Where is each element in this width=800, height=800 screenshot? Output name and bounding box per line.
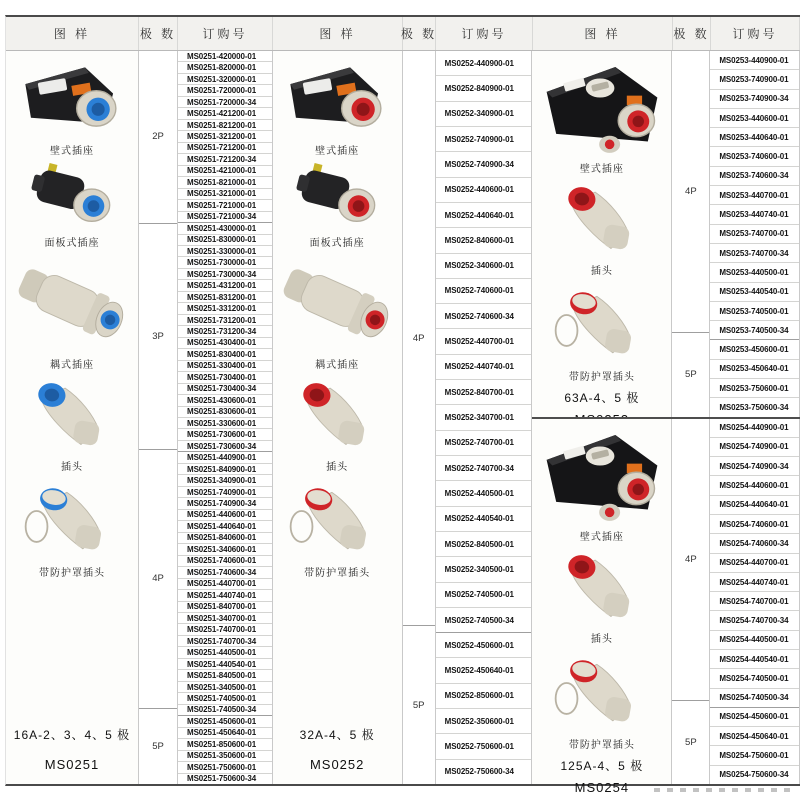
ms0252-coupler-socket-figure — [280, 255, 394, 377]
order-number-cell: MS0251-750600-01 — [178, 762, 272, 773]
order-number-cell: MS0251-340600-01 — [178, 544, 272, 555]
order-number-cell: MS0251-830000-01 — [178, 235, 272, 246]
pole-count-cell — [139, 709, 177, 784]
order-number-cell: MS0252-450640-01 — [436, 658, 532, 683]
orders-column — [436, 51, 533, 784]
order-number-cell: MS0251-440740-01 — [178, 590, 272, 601]
pole-count-label: 4P — [412, 332, 425, 344]
wall-socket-image — [16, 59, 128, 141]
order-number-cell: MS0254-440600-01 — [710, 476, 799, 495]
order-number-cell: MS0253-450640-01 — [710, 360, 799, 379]
order-number-cell: MS0252-740600-01 — [436, 279, 532, 304]
order-number-cell: MS0251-840500-01 — [178, 670, 272, 681]
poles-column — [139, 51, 178, 784]
rating-label: 125A-4、5 极 — [560, 758, 644, 773]
order-number-cell: MS0252-440700-01 — [436, 329, 532, 354]
order-number-cell: MS0254-740700-01 — [710, 592, 799, 611]
order-number-cell: MS0254-450640-01 — [710, 727, 799, 746]
order-number-cell: MS0251-440640-01 — [178, 521, 272, 532]
order-number-cell: MS0251-740700-34 — [178, 636, 272, 647]
order-number-cell: MS0252-840900-01 — [436, 76, 532, 101]
pole-count-label: 4P — [685, 186, 697, 198]
order-number-cell: MS0254-740900-34 — [710, 457, 799, 476]
order-number-cell: MS0254-750600-01 — [710, 746, 799, 765]
pole-count-cell — [672, 51, 709, 333]
order-number-cell: MS0252-740600-34 — [436, 304, 532, 329]
product-caption: 带防护罩插头 — [39, 568, 105, 579]
product-caption: 壁式插座 — [50, 146, 94, 157]
order-number-cell: MS0254-440740-01 — [710, 573, 799, 592]
order-number-cell: MS0254-740600-34 — [710, 534, 799, 553]
product-caption: 插头 — [326, 462, 349, 473]
order-number-cell: MS0252-350600-01 — [436, 709, 532, 734]
order-number-cell: MS0251-740600-01 — [178, 556, 272, 567]
coupler-socket-image — [15, 255, 129, 355]
pole-count-cell — [672, 419, 709, 701]
pole-count-cell — [672, 701, 709, 784]
order-number-cell: MS0251-740700-01 — [178, 624, 272, 635]
product-caption: 面板式插座 — [309, 238, 365, 249]
order-number-cell: MS0251-720000-01 — [178, 85, 272, 96]
pole-count-label: 2P — [152, 131, 164, 143]
order-number-cell: MS0254-450600-01 — [710, 708, 799, 727]
order-number-cell: MS0251-721000-34 — [187, 212, 257, 222]
ms0251-covered-plug-figure — [22, 479, 122, 585]
order-number-cell: MS0251-430000-01 — [178, 223, 272, 234]
order-number-cell: MS0251-830400-01 — [178, 349, 272, 360]
order-number-cell: MS0251-840600-01 — [178, 533, 272, 544]
covered-plug-image — [552, 651, 652, 735]
order-number-cell: MS0253-440640-01 — [710, 128, 799, 147]
poles-column — [403, 51, 436, 784]
order-section-2p — [178, 51, 272, 223]
order-number-cell: MS0252-440600-01 — [436, 178, 532, 203]
coupler-socket-image — [280, 255, 394, 355]
pole-count-label: 4P — [152, 573, 164, 585]
order-number-cell: MS0252-840600-01 — [436, 228, 532, 253]
order-number-cell: MS0254-440640-01 — [710, 496, 799, 515]
order-number-cell: MS0251-720000-34 — [178, 97, 272, 108]
ms0252-covered-plug-figure — [287, 479, 387, 585]
product-caption: 带防护罩插头 — [568, 739, 635, 751]
order-number-cell: MS0251-730000-34 — [178, 269, 272, 280]
order-number-cell: MS0254-440900-01 — [710, 419, 799, 438]
order-number-cell: MS0251-350600-01 — [178, 751, 272, 762]
ms0252-plug-figure — [287, 377, 387, 479]
header-order-col-2: 订购号 — [436, 17, 533, 50]
order-number-cell: MS0251-340700-01 — [178, 613, 272, 624]
order-number-cell: MS0252-440740-01 — [436, 355, 532, 380]
order-number-cell: MS0253-440500-01 — [710, 263, 799, 282]
order-number-cell: MS0251-730400-34 — [178, 384, 272, 395]
model-block-ms0252 — [273, 51, 533, 784]
pole-count-label: 5P — [685, 369, 697, 381]
order-number-cell: MS0253-740500-01 — [710, 302, 799, 321]
order-number-cell: MS0254-740500-01 — [710, 669, 799, 688]
order-number-cell: MS0251-730000-01 — [178, 257, 272, 268]
column-group-2 — [273, 51, 533, 784]
order-number-cell: MS0251-730600-01 — [178, 429, 272, 440]
order-number-cell: MS0252-440900-01 — [436, 51, 532, 76]
order-number-cell: MS0251-740500-01 — [178, 693, 272, 704]
image-column — [6, 51, 139, 784]
order-number-cell: MS0251-330600-01 — [178, 418, 272, 429]
pole-count-label: 5P — [412, 699, 425, 711]
order-section-4p — [710, 51, 799, 340]
plug-image — [22, 377, 122, 457]
covered-plug-image — [22, 479, 122, 563]
order-number-cell: MS0252-840500-01 — [436, 532, 532, 557]
wall-socket-switch-image — [539, 427, 665, 527]
order-number-cell: MS0253-740700-01 — [710, 225, 799, 244]
plug-image — [552, 181, 652, 261]
header-poles-col-1: 极 数 — [139, 17, 178, 50]
order-number-cell: MS0251-740900-34 — [178, 498, 272, 509]
order-number-cell: MS0254-440540-01 — [710, 650, 799, 669]
order-number-cell: MS0251-421200-01 — [178, 108, 272, 119]
order-number-cell: MS0251-440500-01 — [178, 647, 272, 658]
order-number-cell: MS0251-340500-01 — [178, 682, 272, 693]
order-number-cell: MS0251-321000-01 — [178, 189, 272, 200]
order-number-cell: MS0251-731200-34 — [178, 326, 272, 337]
order-number-cell: MS0252-740900-34 — [436, 152, 532, 177]
plug-image — [552, 549, 652, 629]
order-number-cell: MS0253-450600-01 — [710, 340, 799, 359]
order-number-cell: MS0251-740900-01 — [178, 487, 272, 498]
product-caption: 面板式插座 — [44, 238, 100, 249]
order-number-cell: MS0253-440600-01 — [710, 109, 799, 128]
ms0254-covered-plug-figure — [552, 651, 652, 757]
order-number-cell: MS0251-820000-01 — [178, 62, 272, 73]
ms0253-covered-plug-figure — [552, 283, 652, 389]
ms0253-wall-socket-switch-figure — [539, 59, 665, 181]
order-number-cell: MS0253-750600-34 — [719, 402, 789, 412]
order-section-3p — [178, 223, 272, 452]
product-catalog-table — [5, 15, 800, 795]
poles-column — [672, 419, 710, 785]
order-section-5p — [710, 340, 799, 416]
image-column — [532, 419, 672, 795]
order-section-4p — [178, 452, 272, 716]
order-number-cell: MS0254-440500-01 — [710, 631, 799, 650]
column-group-3 — [532, 51, 800, 795]
order-number-cell: MS0253-440700-01 — [710, 186, 799, 205]
order-number-cell: MS0251-420000-01 — [178, 51, 272, 62]
order-number-cell: MS0252-750600-01 — [436, 734, 532, 759]
product-caption: 壁式插座 — [315, 146, 360, 157]
order-number-cell: MS0251-750600-34 — [187, 774, 257, 784]
order-number-cell: MS0252-850600-01 — [436, 684, 532, 709]
order-number-cell: MS0252-840700-01 — [436, 380, 532, 405]
wall-socket-switch-image — [539, 59, 665, 159]
pole-count-label: 4P — [685, 553, 697, 565]
ms0252-wall-socket-figure — [281, 59, 393, 163]
order-section-5p — [710, 708, 799, 784]
pole-count-label: 5P — [152, 740, 164, 752]
panel-socket-image — [18, 163, 126, 233]
order-number-cell: MS0252-340500-01 — [436, 557, 532, 582]
order-number-cell: MS0251-421000-01 — [178, 166, 272, 177]
order-number-cell: MS0253-440900-01 — [710, 51, 799, 70]
model-block-ms0253 — [532, 51, 800, 417]
order-number-cell: MS0251-431200-01 — [178, 280, 272, 291]
orders-column — [178, 51, 273, 784]
order-number-cell: MS0253-750600-01 — [710, 379, 799, 398]
order-section-4p — [436, 51, 532, 633]
order-number-cell: MS0251-821000-01 — [178, 177, 272, 188]
header-image-col-2: 图 样 — [273, 17, 403, 50]
plug-image — [287, 377, 387, 457]
order-number-cell: MS0254-740600-01 — [710, 515, 799, 534]
order-number-cell: MS0251-721000-01 — [178, 200, 272, 211]
order-number-cell: MS0251-340900-01 — [178, 475, 272, 486]
order-number-cell: MS0251-440700-01 — [178, 579, 272, 590]
pole-count-cell — [139, 51, 177, 224]
pole-count-cell — [139, 224, 177, 450]
ms0251-plug-figure — [22, 377, 122, 479]
table-body — [6, 51, 800, 795]
product-caption: 带防护罩插头 — [568, 372, 635, 383]
pole-count-label: 3P — [152, 330, 164, 342]
model-number-label: MS0251 — [44, 757, 100, 772]
order-number-cell: MS0253-440540-01 — [710, 283, 799, 302]
model-number-label: MS0254 — [574, 779, 630, 795]
product-caption: 插头 — [61, 462, 83, 473]
header-image-col-1: 图 样 — [6, 17, 139, 50]
order-number-cell: MS0254-740500-34 — [719, 693, 789, 703]
order-section-5p — [436, 633, 532, 784]
order-number-cell: MS0252-440540-01 — [436, 507, 532, 532]
order-number-cell: MS0251-721200-01 — [178, 143, 272, 154]
pole-count-label: 5P — [685, 736, 697, 748]
order-number-cell: MS0251-320000-01 — [178, 74, 272, 85]
product-caption: 插头 — [590, 266, 613, 277]
order-number-cell: MS0253-740600-01 — [710, 147, 799, 166]
pole-count-cell — [672, 333, 709, 416]
order-number-cell: MS0253-740600-34 — [710, 167, 799, 186]
order-number-cell: MS0251-740600-34 — [178, 567, 272, 578]
order-number-cell: MS0251-331200-01 — [178, 303, 272, 314]
order-number-cell: MS0253-440740-01 — [710, 205, 799, 224]
order-number-cell: MS0251-430400-01 — [178, 338, 272, 349]
order-number-cell: MS0251-440540-01 — [178, 659, 272, 670]
order-number-cell: MS0252-750600-34 — [444, 767, 514, 777]
product-caption: 耦式插座 — [315, 360, 360, 371]
order-number-cell: MS0254-740900-01 — [710, 438, 799, 457]
order-number-cell: MS0253-740900-01 — [710, 70, 799, 89]
orders-column — [710, 51, 800, 417]
column-group-1 — [6, 51, 273, 784]
order-number-cell: MS0252-740900-01 — [436, 127, 532, 152]
header-image-col-3: 图 样 — [533, 17, 673, 50]
product-caption: 带防护罩插头 — [304, 568, 371, 579]
order-number-cell: MS0252-340900-01 — [436, 102, 532, 127]
order-number-cell: MS0251-840900-01 — [178, 464, 272, 475]
header-order-col-1: 订购号 — [178, 17, 273, 50]
order-number-cell: MS0251-831200-01 — [178, 292, 272, 303]
order-number-cell: MS0251-730600-34 — [187, 441, 257, 451]
order-number-cell: MS0251-330400-01 — [178, 361, 272, 372]
rating-label: 32A-4、5 极 — [299, 728, 375, 742]
order-number-cell: MS0251-840700-01 — [178, 602, 272, 613]
ms0251-wall-socket-figure — [16, 59, 128, 163]
orders-column — [710, 419, 800, 785]
header-poles-col-2: 极 数 — [403, 17, 436, 50]
order-number-cell: MS0251-321200-01 — [178, 131, 272, 142]
order-number-cell: MS0253-740500-34 — [719, 325, 789, 335]
model-block-ms0254 — [532, 417, 800, 795]
header-order-col-3: 订购号 — [711, 17, 800, 50]
order-number-cell: MS0251-830600-01 — [178, 407, 272, 418]
covered-plug-image — [287, 479, 387, 563]
image-column — [532, 51, 672, 417]
order-number-cell: MS0254-750600-34 — [719, 770, 789, 780]
order-number-cell: MS0253-740900-34 — [710, 90, 799, 109]
order-number-cell: MS0251-330000-01 — [178, 246, 272, 257]
order-number-cell: MS0251-430600-01 — [178, 395, 272, 406]
order-number-cell: MS0253-740700-34 — [710, 244, 799, 263]
order-number-cell: MS0251-440900-01 — [178, 452, 272, 463]
order-section-5p — [178, 716, 272, 784]
order-section-4p — [710, 419, 799, 708]
order-number-cell: MS0252-450600-01 — [436, 633, 532, 658]
order-number-cell: MS0251-450600-01 — [178, 716, 272, 727]
ms0251-panel-socket-figure — [18, 163, 126, 255]
pole-count-cell — [139, 450, 177, 709]
poles-column — [672, 51, 710, 417]
panel-socket-image — [283, 163, 391, 233]
ms0252-panel-socket-figure — [283, 163, 391, 255]
order-number-cell: MS0251-850600-01 — [178, 739, 272, 750]
order-number-cell: MS0252-340700-01 — [436, 405, 532, 430]
order-number-cell: MS0252-340600-01 — [436, 254, 532, 279]
order-number-cell: MS0251-730400-01 — [178, 372, 272, 383]
order-number-cell: MS0252-440640-01 — [436, 203, 532, 228]
product-caption: 壁式插座 — [579, 531, 624, 543]
wall-socket-image — [281, 59, 393, 141]
order-number-cell: MS0254-440700-01 — [710, 554, 799, 573]
watermark-dashes — [654, 788, 796, 792]
image-column — [273, 51, 403, 784]
model-block-ms0251 — [6, 51, 273, 784]
order-number-cell: MS0252-740500-01 — [436, 583, 532, 608]
order-number-cell: MS0251-731200-01 — [178, 315, 272, 326]
rating-label: 16A-2、3、4、5 极 — [13, 728, 131, 742]
ms0254-wall-socket-switch-figure — [539, 427, 665, 549]
order-number-cell: MS0252-440500-01 — [436, 481, 532, 506]
model-number-label: MS0252 — [309, 757, 365, 772]
header-poles-col-3: 极 数 — [673, 17, 711, 50]
product-caption: 壁式插座 — [579, 164, 624, 175]
pole-count-cell — [403, 626, 435, 784]
product-caption: 插头 — [590, 633, 613, 645]
ms0251-coupler-socket-figure — [15, 255, 129, 377]
table-header-row — [6, 17, 800, 51]
order-number-cell: MS0251-450640-01 — [178, 728, 272, 739]
ms0253-plug-figure — [552, 181, 652, 283]
order-number-cell: MS0251-440600-01 — [178, 510, 272, 521]
order-number-cell: MS0251-821200-01 — [178, 120, 272, 131]
order-number-cell: MS0252-740700-01 — [436, 431, 532, 456]
order-number-cell: MS0252-740500-34 — [444, 615, 514, 625]
ms0254-plug-figure — [552, 549, 652, 651]
order-number-cell: MS0254-740700-34 — [710, 611, 799, 630]
order-number-cell: MS0251-740500-34 — [187, 705, 257, 715]
rating-label: 63A-4、5 极 — [564, 391, 640, 405]
order-number-cell: MS0251-721200-34 — [178, 154, 272, 165]
covered-plug-image — [552, 283, 652, 367]
order-number-cell: MS0252-740700-34 — [436, 456, 532, 481]
pole-count-cell — [403, 51, 435, 626]
product-caption: 耦式插座 — [50, 360, 94, 371]
